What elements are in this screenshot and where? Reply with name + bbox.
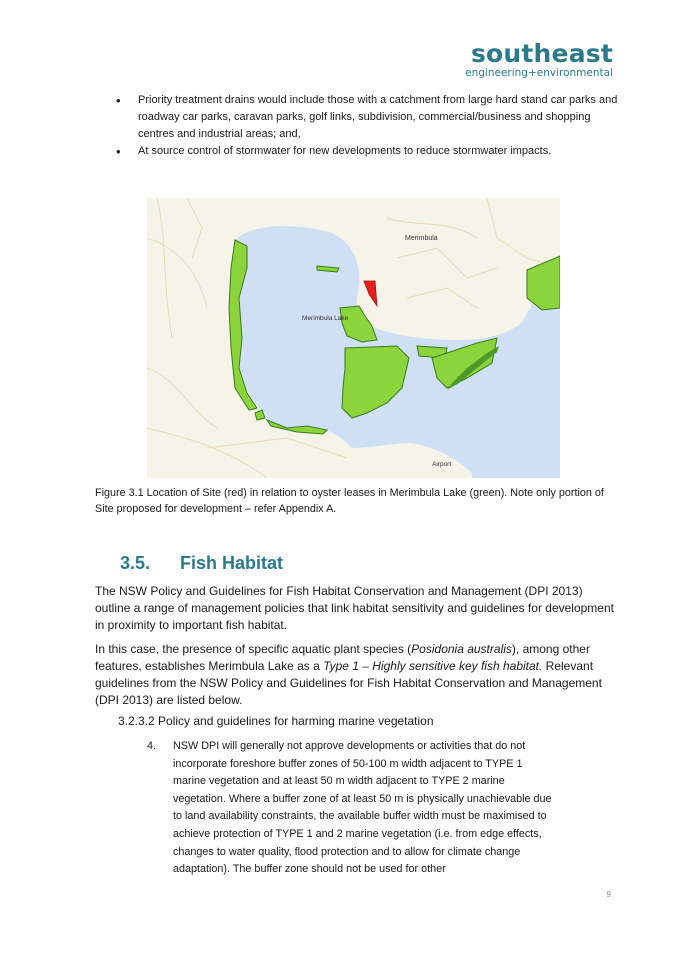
- paragraph-2: In this case, the presence of specific aquatic plant species (Posidonia australis), among other features, establishes Merimbula Lake as a Type 1 – Highly sensitive key fish habitat. Relevant guidelines from the NSW Policy and Guidelines for Fish Habitat Conservation and Management (DPI 2013) are listed below.: [95, 642, 602, 707]
- bullet-item: • At source control of stormwater for new developments to reduce stormwater impacts.: [112, 143, 622, 160]
- figure-caption: Figure 3.1 Location of Site (red) in relation to oyster leases in Merimbula Lake (green). Note only portion of Site proposed for development – refer Appendix A.: [95, 487, 604, 515]
- bullet-item: • Priority treatment drains would include those with a catchment from large hard stand car parks and roadway car parks, caravan parks, golf links, subdivision, commercial/business and shopping centres and industrial areas; and,: [112, 92, 622, 143]
- map-label-airport: Airport: [432, 461, 452, 468]
- subheading: 3.2.3.2 Policy and guidelines for harming marine vegetation: [118, 714, 434, 728]
- site-location-map: [147, 198, 560, 478]
- bullet-list: [112, 92, 622, 160]
- paragraph-1: The NSW Policy and Guidelines for Fish Habitat Conservation and Management (DPI 2013) outline a range of management policies that link habitat sensitivity and guidelines for development in proximity to important fish habitat.: [95, 584, 614, 632]
- item-number: 4.: [147, 740, 157, 752]
- section-number: 3.5.: [120, 553, 151, 573]
- logo-sub-text: engineering+environmental: [465, 67, 613, 79]
- section-title: Fish Habitat: [180, 553, 284, 573]
- numbered-item: [147, 738, 557, 879]
- map-label-town: Merimbula: [405, 235, 438, 242]
- company-logo: [465, 40, 613, 79]
- logo-main-text: southeast: [470, 39, 613, 68]
- page-number: 9: [606, 890, 611, 899]
- section-heading: [120, 553, 283, 574]
- map-label-lake: Merimbula Lake: [302, 315, 349, 322]
- item-text: NSW DPI will generally not approve developments or activities that do not incorporate foreshore buffer zones of 50-100 m width adjacent to TYPE 1 marine vegetation and at least 50 m width adjacent to TYPE 2 marine vegetation. Where a buffer zone of at least 50 m is physically unachievable due to land availability constraints, the available buffer width must be maximised to achieve protection of TYPE 1 and 2 marine vegetation (i.e. from edge effects, changes to water quality, flood protection and to allow for climate change adaptation). The buffer zone should not be used for other: [173, 740, 552, 876]
